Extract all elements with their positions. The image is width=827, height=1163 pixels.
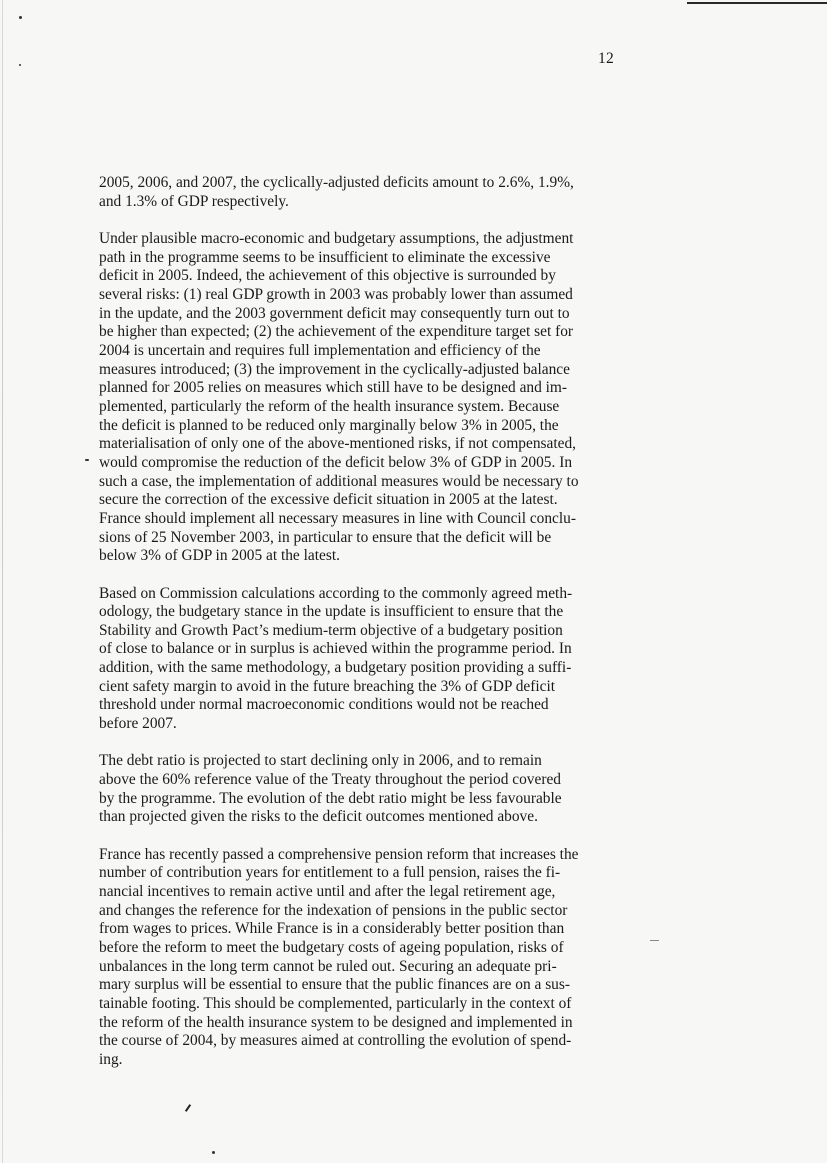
text-line: secure the correction of the excessive deficit situation in 2005 at the latest. xyxy=(99,491,558,509)
text-line: the course of 2004, by measures aimed at controlling the evolution of spend- xyxy=(99,1032,572,1050)
paragraph xyxy=(99,585,621,734)
text-line: Under plausible macro-economic and budgetary assumptions, the adjustment xyxy=(99,230,574,247)
text-line: ing. xyxy=(99,1050,123,1068)
scan-speck xyxy=(85,459,89,461)
text-line: above the 60% reference value of the Treaty throughout the period covered xyxy=(99,771,561,789)
text-line: from wages to prices. While France is in a considerably better position than xyxy=(99,920,565,938)
text-line: several risks: (1) real GDP growth in 2003 was probably lower than assumed xyxy=(99,285,573,303)
text-line: in the update, and the 2003 government deficit may consequently turn out to xyxy=(99,304,570,322)
paragraph xyxy=(99,846,621,1070)
scan-edge-left xyxy=(2,0,3,1163)
scan-speck xyxy=(19,64,21,66)
text-line: France should implement all necessary measures in line with Council conclu- xyxy=(99,509,576,527)
text-line: such a case, the implementation of additional measures would be necessary to xyxy=(99,472,579,490)
text-line: cient safety margin to avoid in the future breaching the 3% of GDP deficit xyxy=(99,677,556,695)
paragraph xyxy=(99,230,621,566)
paragraph xyxy=(99,752,621,827)
scan-tick-mark xyxy=(185,1104,191,1112)
text-line: odology, the budgetary stance in the update is insufficient to ensure that the xyxy=(99,603,564,621)
text-line: 2005, 2006, and 2007, the cyclically-adjusted deficits amount to 2.6%, 1.9%, xyxy=(99,174,574,191)
text-line: path in the programme seems to be insufficient to eliminate the excessive xyxy=(99,248,551,266)
text-line: unbalances in the long term cannot be ruled out. Securing an adequate pri- xyxy=(99,957,557,975)
text-line: plemented, particularly the reform of the health insurance system. Because xyxy=(99,397,560,415)
text-line: threshold under normal macroeconomic conditions would not be reached xyxy=(99,696,549,714)
text-line: number of contribution years for entitlement to a full pension, raises the fi- xyxy=(99,864,561,882)
text-line: Based on Commission calculations according to the commonly agreed meth- xyxy=(99,584,573,602)
text-line: tainable footing. This should be complemented, particularly in the context of xyxy=(99,995,572,1012)
text-line: 2004 is uncertain and requires full implementation and efficiency of the xyxy=(99,341,541,359)
scan-dash-mark xyxy=(650,940,659,941)
paragraph xyxy=(99,174,621,211)
text-line: by the programme. The evolution of the debt ratio might be less favourable xyxy=(99,789,562,807)
text-line: The debt ratio is projected to start declining only in 2006, and to remain xyxy=(99,752,542,770)
text-line: planned for 2005 relies on measures which still have to be designed and im- xyxy=(99,379,568,397)
text-line: nancial incentives to remain active until and after the legal retirement age, xyxy=(99,883,556,901)
text-line: be higher than expected; (2) the achievement of the expenditure target set for xyxy=(99,323,574,341)
text-line: the reform of the health insurance system to be designed and implemented in xyxy=(99,1013,573,1031)
body-text xyxy=(99,174,621,1088)
page-number: 12 xyxy=(598,50,614,67)
text-line: mary surplus will be essential to ensure that the public finances are on a sus- xyxy=(99,976,570,994)
text-line: Stability and Growth Pact’s medium-term objective of a budgetary position xyxy=(99,621,563,639)
scan-edge-top xyxy=(687,2,827,4)
text-line: France has recently passed a comprehensive pension reform that increases the xyxy=(99,845,579,863)
scan-speck xyxy=(212,1151,215,1154)
scan-speck xyxy=(19,16,22,19)
text-line: before the reform to meet the budgetary costs of ageing population, risks of xyxy=(99,939,564,957)
text-line: before 2007. xyxy=(99,715,177,733)
text-line: addition, with the same methodology, a budgetary position providing a suffi- xyxy=(99,659,572,677)
text-line: deficit in 2005. Indeed, the achievement of this objective is surrounded by xyxy=(99,267,556,285)
text-line: materialisation of only one of the above-mentioned risks, if not compensated, xyxy=(99,435,576,453)
text-line: sions of 25 November 2003, in particular to ensure that the deficit will be xyxy=(99,528,552,546)
text-line: would compromise the reduction of the deficit below 3% of GDP in 2005. In xyxy=(99,453,573,471)
text-line: and changes the reference for the indexation of pensions in the public sector xyxy=(99,901,568,919)
text-line: the deficit is planned to be reduced only marginally below 3% in 2005, the xyxy=(99,416,559,434)
text-line: than projected given the risks to the deficit outcomes mentioned above. xyxy=(99,808,538,826)
text-line: measures introduced; (3) the improvement in the cyclically-adjusted balance xyxy=(99,360,570,378)
text-line: and 1.3% of GDP respectively. xyxy=(99,192,289,210)
text-line: below 3% of GDP in 2005 at the latest. xyxy=(99,547,340,565)
text-line: of close to balance or in surplus is achieved within the programme period. In xyxy=(99,640,572,658)
